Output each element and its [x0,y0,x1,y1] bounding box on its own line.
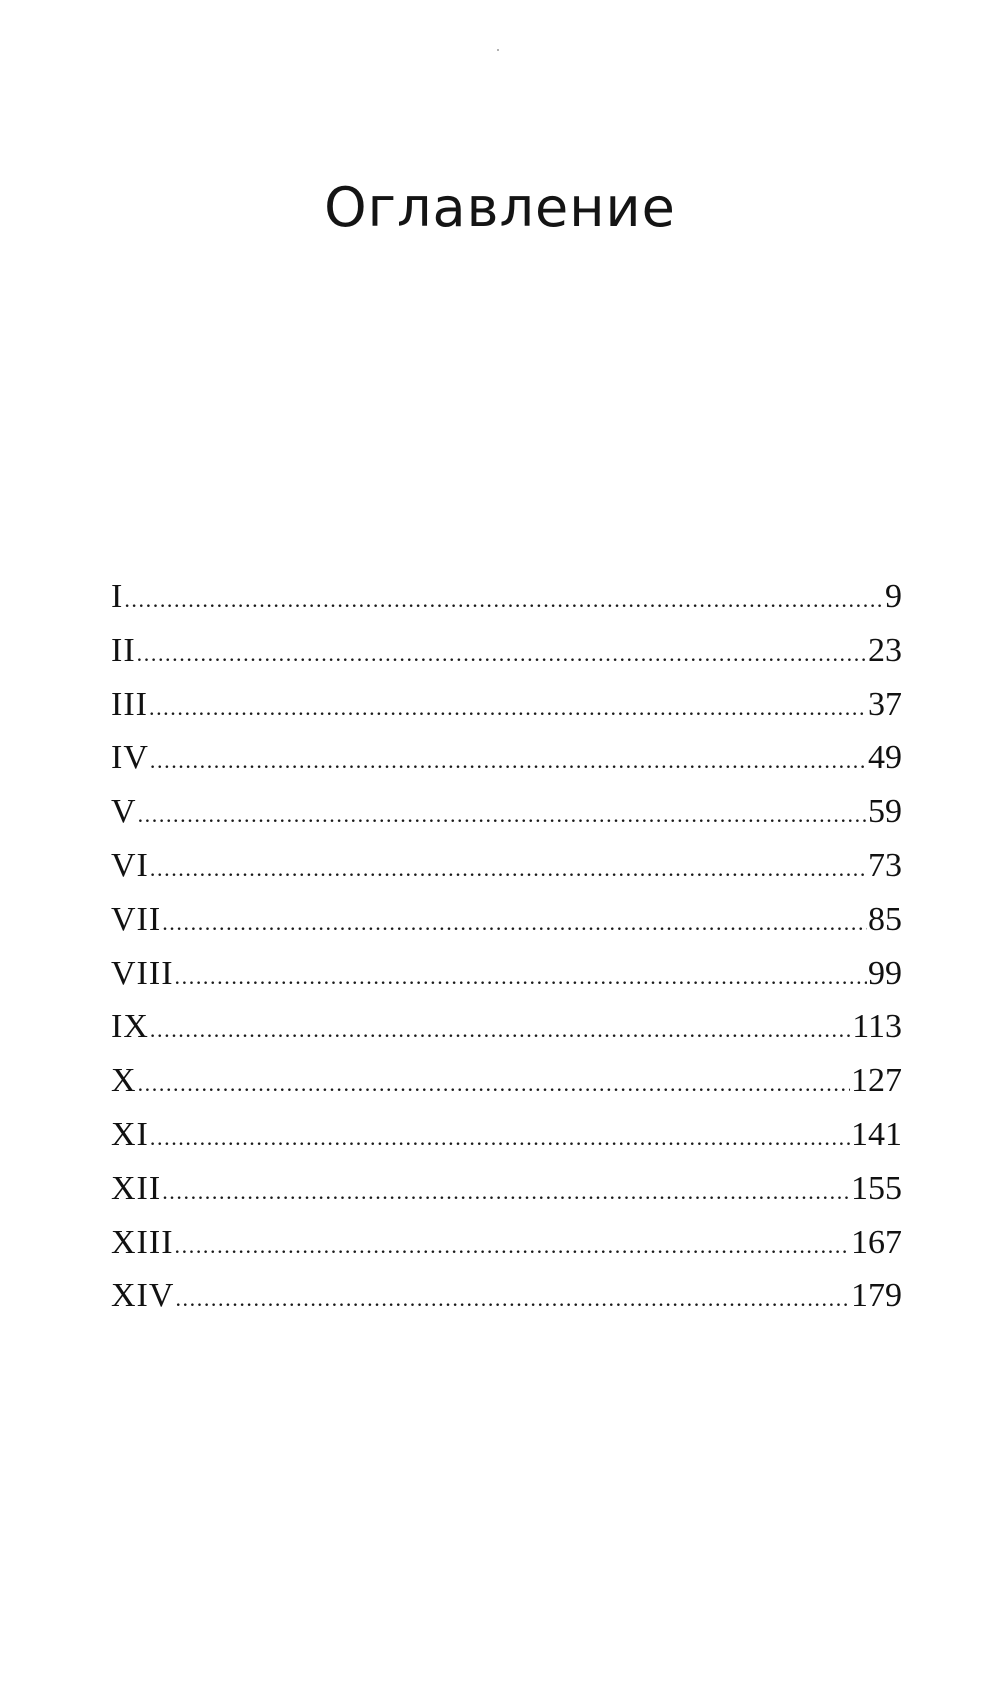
toc-page-number: 179 [851,1277,902,1315]
toc-dot-leader [149,695,867,721]
toc-chapter-number: IV [111,739,149,777]
toc-entry [111,793,902,847]
toc-page-number: 9 [885,578,902,615]
toc-chapter-number: XII [111,1169,162,1207]
toc-entry [111,901,902,955]
toc-page-number: 59 [868,793,902,831]
toc-chapter-number: VII [111,900,162,938]
toc-chapter-number: III [111,685,148,723]
toc-page-number: 141 [851,1115,902,1153]
toc-page-number: 127 [851,1062,902,1100]
toc-dot-leader [162,1179,850,1205]
toc-chapter-number: IX [111,1008,149,1046]
toc-entry [111,1008,902,1062]
toc-chapter-number: XIV [111,1277,175,1315]
toc-page-number: 23 [868,631,902,669]
toc-dot-leader [175,1286,850,1312]
toc-chapter-number: XI [111,1115,149,1153]
toc-entry [111,686,902,740]
print-speck [497,49,499,51]
toc-entry [111,1170,902,1224]
toc-dot-leader [162,910,867,936]
toc-entry [111,632,902,686]
toc-chapter-number: X [111,1062,137,1100]
toc-dot-leader [137,641,867,667]
toc-entry [111,955,902,1009]
toc-dot-leader [150,1017,851,1043]
toc-dot-leader [150,1125,850,1151]
toc-dot-leader [150,748,867,774]
toc-entry [111,578,902,632]
toc-page-number: 49 [868,739,902,777]
toc-dot-leader [175,964,867,990]
toc-page-number: 85 [868,900,902,938]
toc-chapter-number: V [111,793,137,831]
toc-chapter-number: VIII [111,954,174,992]
toc-chapter-number: XIII [111,1223,174,1261]
toc-entry [111,739,902,793]
toc-entry [111,1277,902,1331]
page-title: Оглавление [324,176,676,240]
toc-dot-leader [175,1233,850,1259]
table-of-contents [111,578,902,1331]
toc-chapter-number: I [111,578,124,615]
toc-dot-leader [124,587,884,613]
toc-dot-leader [150,856,867,882]
toc-page-number: 155 [851,1169,902,1207]
toc-page-number: 113 [852,1008,902,1046]
toc-chapter-number: II [111,631,136,669]
toc-page-number: 73 [868,846,902,884]
toc-entry [111,1062,902,1116]
toc-page-number: 37 [868,685,902,723]
toc-dot-leader [138,1071,850,1097]
toc-page-number: 167 [851,1223,902,1261]
toc-entry [111,1116,902,1170]
toc-entry [111,847,902,901]
toc-dot-leader [138,802,867,828]
toc-entry [111,1224,902,1278]
toc-page-number: 99 [868,954,902,992]
toc-chapter-number: VI [111,846,149,884]
